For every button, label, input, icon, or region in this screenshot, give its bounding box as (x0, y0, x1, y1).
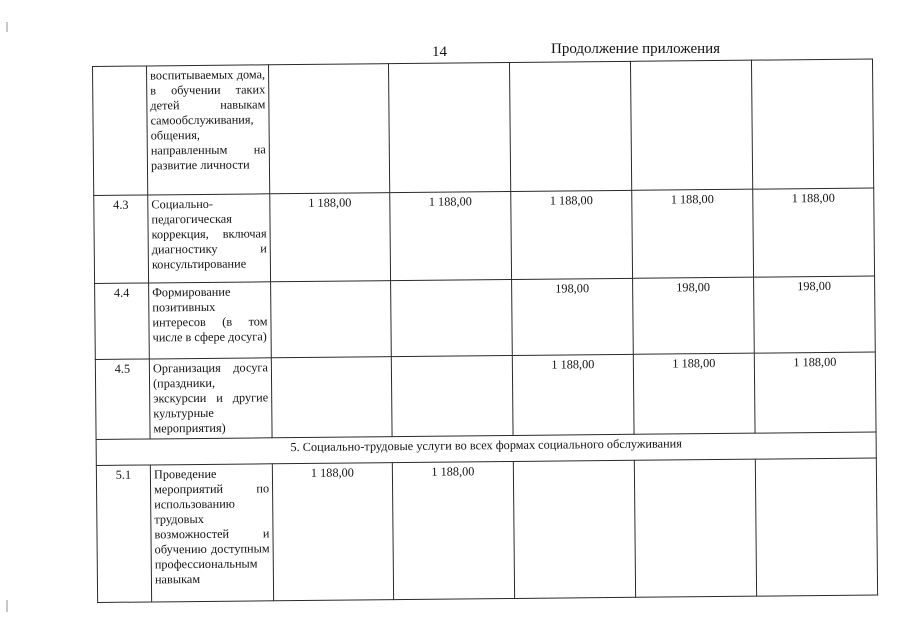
value-cell (391, 355, 513, 436)
row-number: 5.1 (96, 465, 151, 603)
value-cell: 1 188,00 (270, 193, 391, 282)
value-cell: 198,00 (512, 278, 634, 355)
service-name: Организация досуга (праздники, экскурсии и другие культурные мероприятия) (149, 358, 272, 439)
value-cell (509, 61, 631, 191)
value-cell: 198,00 (754, 276, 876, 353)
value-cell: 1 188,00 (272, 463, 393, 601)
service-name: Социально-педагогическая коррекция, включая диагностику и консультирование (148, 194, 271, 283)
table-row (95, 352, 876, 439)
value-cell: 1 188,00 (754, 352, 876, 433)
value-cell (268, 64, 389, 194)
continuation-caption: Продолжение приложения (551, 41, 721, 57)
value-cell (388, 62, 510, 192)
value-cell: 1 188,00 (511, 190, 633, 279)
table-row (95, 276, 876, 359)
value-cell (751, 59, 873, 189)
value-cell: 198,00 (633, 277, 755, 354)
service-name: Формирование позитивных интересов (в том числе в сфере досуга) (149, 282, 272, 359)
table-row (96, 458, 877, 602)
row-number (93, 66, 148, 196)
row-number: 4.3 (94, 195, 149, 284)
table-row (93, 59, 874, 195)
value-cell (271, 357, 392, 438)
value-cell (630, 60, 752, 190)
value-cell (271, 281, 392, 358)
section-title: 5. Социально-трудовые услуги во всех формах социального обслуживания (96, 432, 876, 465)
value-cell (391, 279, 513, 356)
service-name: Проведение мероприятий по использованию трудовых возможностей и обучению доступным профессиональным навыкам (150, 464, 273, 602)
row-number: 4.5 (95, 359, 150, 440)
value-cell: 1 188,00 (632, 189, 754, 278)
table-row (94, 188, 875, 283)
scan-edge-mark (6, 600, 8, 612)
row-number: 4.4 (95, 283, 150, 360)
service-name: воспитываемых дома, в обучении таких детей навыкам самообслуживания, общения, направленным на развитие личности (147, 65, 270, 195)
page-number: 14 (432, 44, 447, 60)
services-table (92, 59, 878, 603)
value-cell (513, 460, 635, 598)
value-cell: 1 188,00 (753, 188, 875, 277)
value-cell: 1 188,00 (392, 461, 514, 599)
value-cell: 1 188,00 (633, 353, 755, 434)
value-cell (755, 458, 877, 596)
value-cell (634, 459, 756, 597)
scan-edge-mark (6, 22, 8, 32)
value-cell: 1 188,00 (390, 191, 512, 280)
value-cell: 1 188,00 (512, 354, 634, 435)
